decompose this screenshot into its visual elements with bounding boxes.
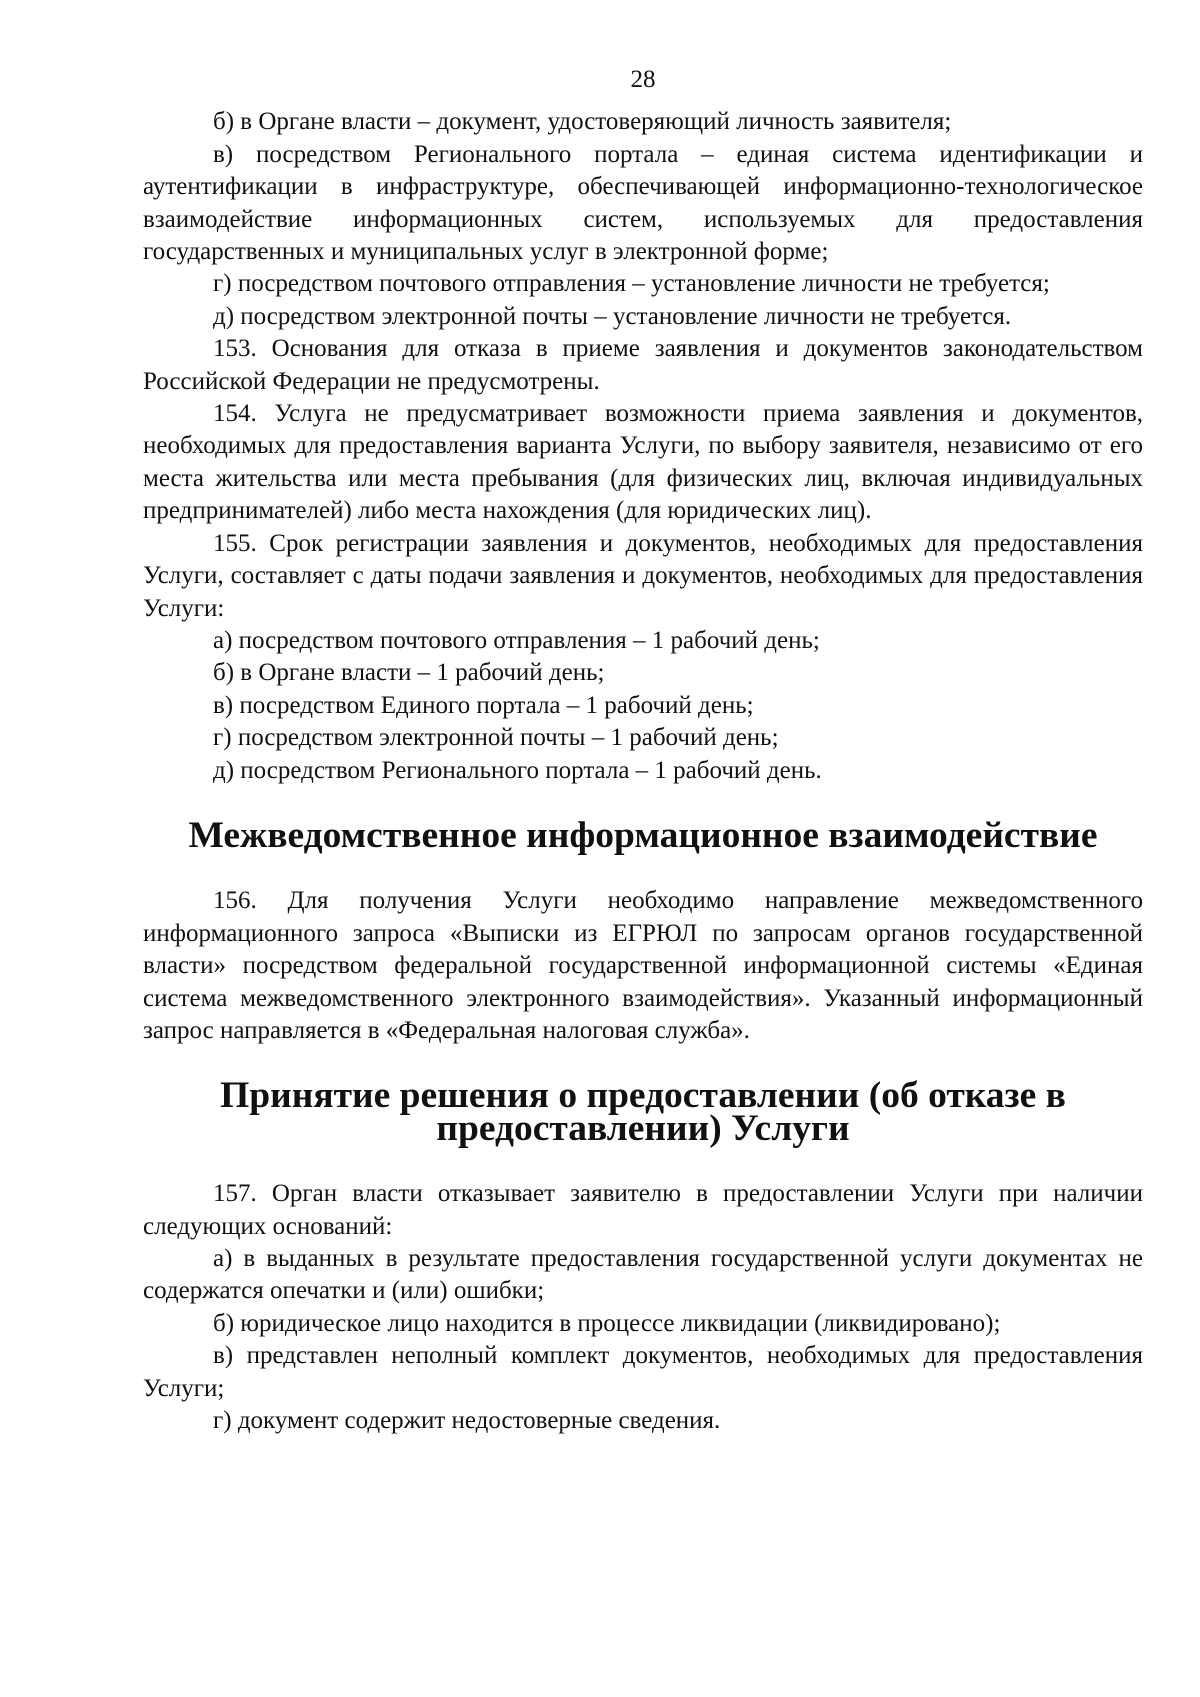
page-number: 28	[630, 66, 656, 93]
paragraph-153: 153. Основания для отказа в приеме заявления и документов законодательством Российской Федерации не предусмотрены.	[143, 335, 1143, 395]
paragraph-157-b: б) юридическое лицо находится в процессе ликвидации (ликвидировано);	[213, 1309, 1001, 1337]
section-heading-interagency: Межведомственное информационное взаимодействие	[188, 814, 1098, 856]
paragraph-157-d: г) документ содержит недостоверные сведения.	[213, 1407, 721, 1435]
paragraph-identity-authority: б) в Органе власти – документ, удостоверяющий личность заявителя;	[213, 108, 952, 136]
paragraph-154: 154. Услуга не предусматривает возможности приема заявления и документов, необходимых для предоставления варианта Услуги, по выбору заявителя, независимо от его места жительства или места пребывания (для физических лиц, включая индивидуальных предпринимателей) либо места нахождения (для юридических лиц).	[143, 400, 1143, 525]
paragraph-155-regional-portal: д) посредством Регионального портала – 1 рабочий день.	[213, 756, 822, 784]
paragraph-155-unified-portal: в) посредством Единого портала – 1 рабочий день;	[213, 691, 754, 719]
paragraph-identity-email: д) посредством электронной почты – установление личности не требуется.	[213, 302, 1012, 330]
paragraph-155-postal: а) посредством почтового отправления – 1 рабочий день;	[213, 626, 820, 654]
paragraph-155: 155. Срок регистрации заявления и документов, необходимых для предоставления Услуги, составляет с даты подачи заявления и документов, необходимых для предоставления Услуги:	[143, 529, 1143, 622]
paragraph-157: 157. Орган власти отказывает заявителю в предоставлении Услуги при наличии следующих оснований:	[143, 1180, 1143, 1240]
section-heading-decision: Принятие решения о предоставлении (об отказе в предоставлении) Услуги	[220, 1075, 1066, 1149]
paragraph-156: 156. Для получения Услуги необходимо направление межведомственного информационного запроса «Выписки из ЕГРЮЛ по запросам органов государственной власти» посредством федеральной государственной информационной системы «Единая система межведомственного электронного взаимодействия». Указанный информационный запрос направляется в «Федеральная налоговая служба».	[143, 887, 1143, 1044]
paragraph-155-email: г) посредством электронной почты – 1 рабочий день;	[213, 724, 779, 752]
paragraph-155-authority: б) в Органе власти – 1 рабочий день;	[213, 659, 605, 687]
paragraph-157-a: а) в выданных в результате предоставления государственной услуги документах не содержатся опечатки и (или) ошибки;	[143, 1245, 1143, 1305]
document-page	[143, 64, 1143, 1437]
paragraph-identity-postal: г) посредством почтового отправления – установление личности не требуется;	[213, 270, 1050, 298]
paragraph-157-c: в) представлен неполный комплект документов, необходимых для предоставления Услуги;	[143, 1342, 1143, 1402]
paragraph-identity-regional-portal: в) посредством Регионального портала – единая система идентификации и аутентификации в инфраструктуре, обеспечивающей информационно-технологическое взаимодействие информационных систем, используемых для предоставления государственных и муниципальных услуг в электронной форме;	[143, 140, 1143, 266]
